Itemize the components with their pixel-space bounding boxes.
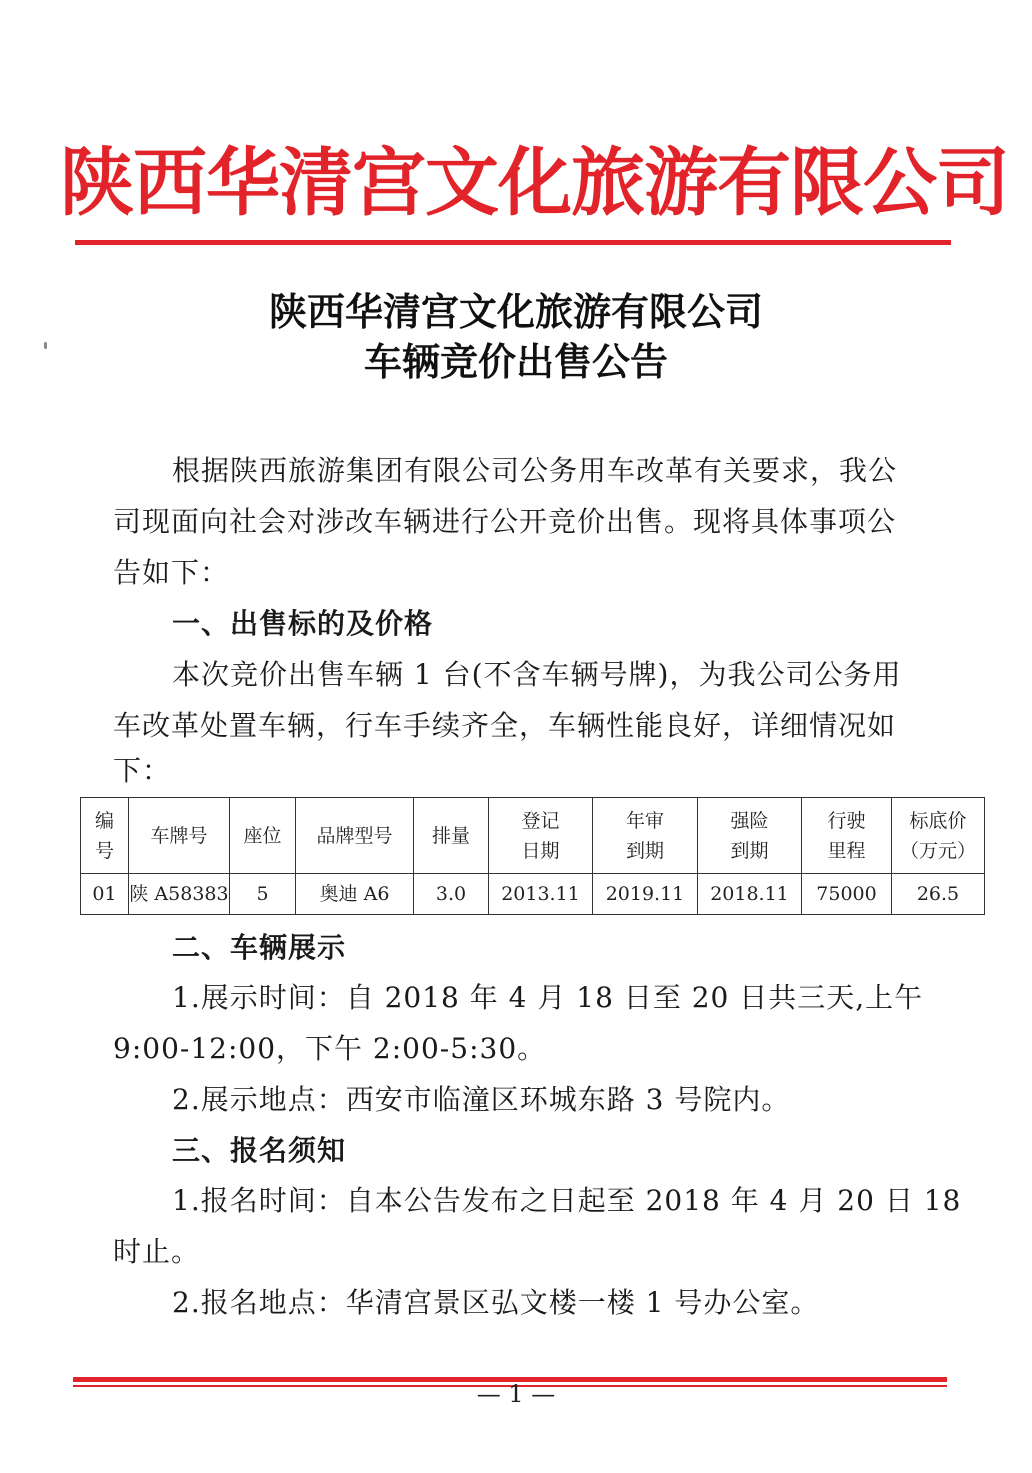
notice-title-line2: 车辆竞价出售公告 (363, 339, 668, 384)
cell-reserve-price: 26.5 (892, 874, 985, 915)
intro-line-2: 司现面向社会对涉改车辆进行公开竞价出售。现将具体事项公 (113, 505, 897, 538)
page-number: — 1 — (476, 1380, 556, 1408)
cell-mileage: 75000 (802, 874, 892, 915)
header-cell-registration-date: 登记 日期 (489, 798, 593, 874)
section1-line-3: 下： (113, 754, 172, 787)
header-cell-displacement: 排量 (414, 798, 489, 874)
cell-id: 01 (81, 874, 129, 915)
section2-item1-line1: 1.展示时间：自 2018 年 4 月 18 日至 20 日共三天,上午 (172, 981, 924, 1014)
section3-item2: 2.报名地点：华清宫景区弘文楼一楼 1 号办公室。 (172, 1286, 820, 1319)
section3-item1-line2: 时止。 (113, 1235, 201, 1268)
cell-model: 奥迪 A6 (296, 874, 414, 915)
section3-heading: 三、报名须知 (172, 1134, 347, 1167)
header-cell-id: 编 号 (81, 798, 129, 874)
table-row (81, 874, 985, 915)
header-cell-mileage: 行驶 里程 (802, 798, 892, 874)
notice-title-line1: 陕西华清宫文化旅游有限公司 (268, 289, 763, 334)
section1-line-2: 车改革处置车辆，行车手续齐全，车辆性能良好，详细情况如 (113, 709, 897, 742)
header-cell-inspection-due: 年审 到期 (593, 798, 698, 874)
cell-inspection-due: 2019.11 (593, 874, 698, 915)
header-cell-insurance-due: 强险 到期 (698, 798, 802, 874)
intro-line-1: 根据陕西旅游集团有限公司公务用车改革有关要求，我公 (172, 454, 898, 487)
cell-displacement: 3.0 (414, 874, 489, 915)
cell-seats: 5 (230, 874, 296, 915)
section2-item2: 2.展示地点：西安市临潼区环城东路 3 号院内。 (172, 1083, 791, 1116)
letterhead-divider (75, 240, 951, 245)
header-cell-reserve-price: 标底价 （万元） (892, 798, 985, 874)
cell-registration-date: 2013.11 (489, 874, 593, 915)
cell-insurance-due: 2018.11 (698, 874, 802, 915)
section2-heading: 二、车辆展示 (172, 931, 347, 964)
header-cell-seats: 座位 (230, 798, 296, 874)
section3-item1-line1: 1.报名时间：自本公告发布之日起至 2018 年 4 月 20 日 18 (172, 1184, 962, 1217)
letterhead-company-name: 陕西华清宫文化旅游有限公司 (60, 140, 1009, 226)
vehicle-table (80, 797, 985, 915)
cell-plate: 陕 A58383 (129, 874, 230, 915)
section2-item1-line2: 9:00-12:00，下午 2:00-5:30。 (113, 1032, 547, 1065)
section1-heading: 一、出售标的及价格 (172, 607, 434, 640)
intro-line-3: 告如下： (113, 556, 230, 589)
table-header-row (81, 798, 985, 874)
section1-line-1: 本次竞价出售车辆 1 台(不含车辆号牌)，为我公司公务用 (172, 658, 902, 691)
header-cell-plate: 车牌号 (129, 798, 230, 874)
header-cell-model: 品牌型号 (296, 798, 414, 874)
